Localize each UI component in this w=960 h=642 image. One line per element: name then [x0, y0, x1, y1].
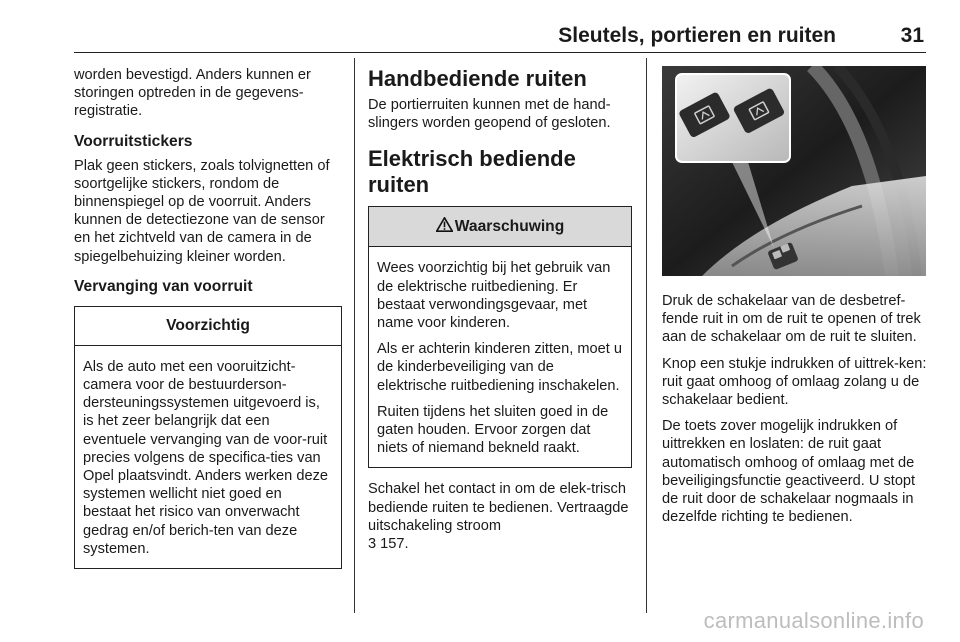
warning-para-1: Wees voorzichtig bij het gebruik van de elektrische ruitbediening. Er bestaat verwondingsgevaar, met name voor kinderen. — [377, 260, 611, 332]
watermark: carmanualsonline.info — [703, 608, 924, 633]
warning-para-2: Als er achterin kinderen zitten, moet u de kinderbeveiliging van de elektrische ruitbediening inschakelen. — [377, 341, 622, 394]
warning-para-3: Ruiten tijdens het sluiten goed in de gaten houden. Ervoor zorgen dat niets of niemand bekneld raakt. — [377, 403, 609, 457]
column-divider-1 — [354, 58, 355, 613]
section-heading-vervanging: Vervanging van voorruit — [74, 277, 253, 295]
header-rule — [74, 52, 926, 53]
caution-box — [74, 306, 342, 569]
caution-title: Voorzichtig — [75, 307, 341, 346]
warning-title: Waarschuwing — [454, 218, 565, 236]
ignition-text: Schakel het contact in om de elek-trisch bediende ruiten te bedienen. Vertraagde uitschakeling stroom — [368, 481, 629, 534]
door-panel-image — [662, 66, 926, 276]
text-handbediende-ruiten: De portierruiten kunnen met de hand-slingers worden geopend of gesloten. — [368, 97, 611, 132]
page-reference[interactable]: 3 157. — [368, 536, 409, 553]
column-3 — [662, 66, 930, 534]
column-divider-2 — [646, 58, 647, 613]
header-title: Sleutels, portieren en ruiten — [558, 24, 836, 47]
intro-text: worden bevestigd. Anders kunnen er storingen optreden in de gegevens-registratie. — [74, 67, 311, 120]
section-text-voorruitstickers: Plak geen stickers, zoals tolvignetten of soortgelijke stickers, rondom de binnenspiegel op de voorruit. Anders kunnen de detectiezone van de sensor en het zichtveld van de camera in de spiegelbehuizing kleiner worden. — [74, 157, 330, 265]
caution-text: Als de auto met een vooruitzicht-camera voor de bestuurderson-dersteuningssystemen uitgevoerd is, is het zeer belangrijk dat een eventuele vervanging van de voor-ruit precies volgens de specifica-ties van Opel plaatsvindt. Anders werken deze systemen wellicht niet goed en bestaat het risico van onverwacht gedrag en/of berich-ten van deze systemen. — [83, 358, 328, 557]
warning-triangle-icon — [436, 217, 453, 232]
instruction-para-1: Druk de schakelaar van de desbetref-fende ruit in om de ruit te openen of trek aan de schakelaar om de ruit te sluiten. — [662, 293, 921, 346]
page-number: 31 — [900, 24, 924, 47]
warning-header — [369, 207, 631, 247]
column-1 — [74, 66, 342, 569]
warning-box — [368, 206, 632, 468]
heading-elektrisch-bediende-ruiten: Elektrisch bediende ruiten — [368, 146, 576, 198]
window-switch-illustration — [662, 66, 926, 276]
section-heading-voorruitstickers: Voorruitstickers — [74, 132, 193, 150]
instruction-para-3: De toets zover mogelijk indrukken of uittrekken en loslaten: de ruit gaat automatisch omhoog of omlaag met de beveiligingsfunctie geactiveerd. U stopt de ruit door de schakelaar nogmaals in dezelfde richting te bedienen. — [662, 418, 916, 526]
heading-handbediende-ruiten: Handbediende ruiten — [368, 66, 587, 91]
column-2 — [368, 66, 632, 561]
instruction-para-2: Knop een stukje indrukken of uittrek-ken: ruit gaat omhoog of omlaag zolang u de schakelaar bedient. — [662, 355, 927, 409]
